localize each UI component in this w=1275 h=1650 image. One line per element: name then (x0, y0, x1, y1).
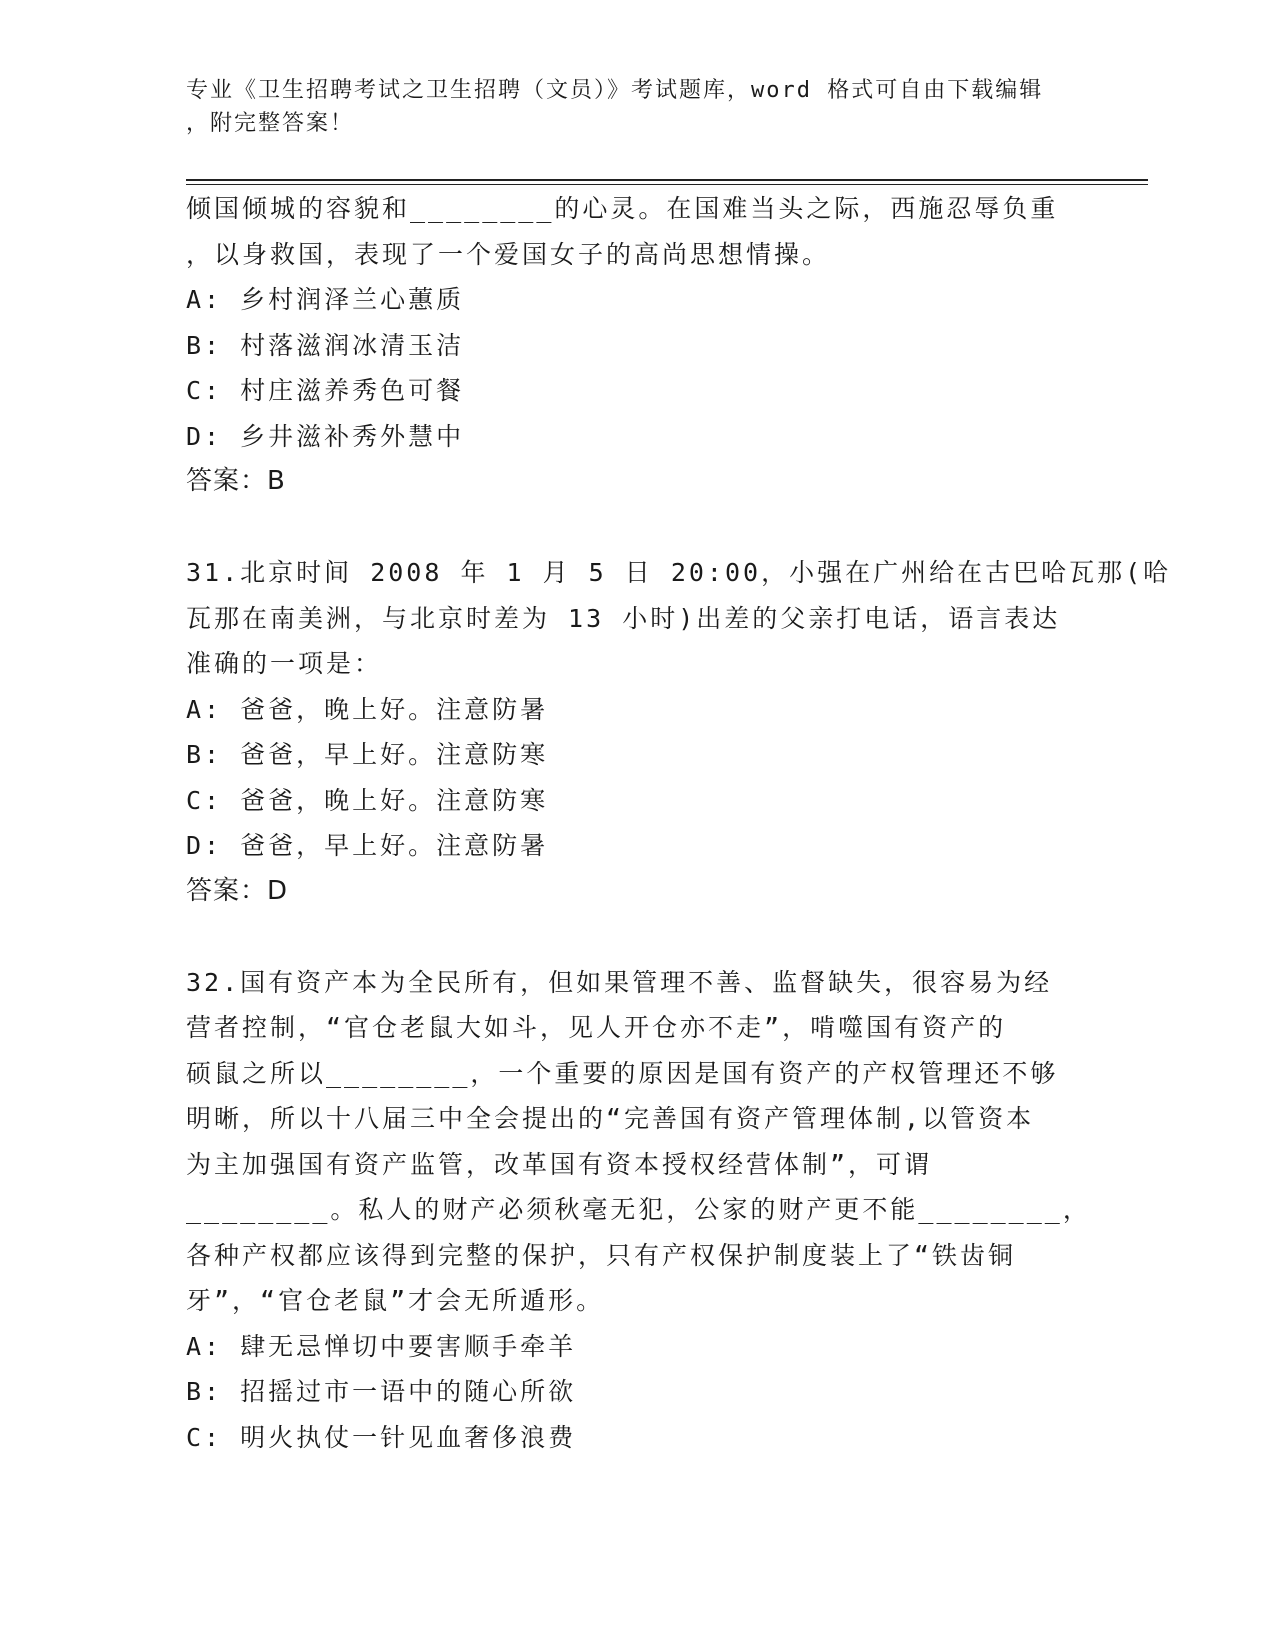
option-a: A: 乡村润泽兰心蕙质 (186, 285, 465, 314)
question-stem-line: 为主加强国有资产监管，改革国有资本授权经营体制”，可谓 (186, 1149, 933, 1179)
option-b: B: 村落滋润冰清玉洁 (186, 330, 465, 360)
question-stem-line: 32.国有资产本为全民所有，但如果管理不善、监督缺失，很容易为经 (186, 967, 1053, 997)
header-line-1: 专业《卫生招聘考试之卫生招聘（文员）》考试题库，word 格式可自由下载编辑 (186, 78, 1044, 103)
header-divider-thick (186, 179, 1148, 181)
answer-line: 答案：B (186, 466, 286, 496)
question-content (186, 186, 1172, 1460)
question-stem-line: 倾国倾城的容貌和________的心灵。在国难当头之际，西施忍辱负重 (186, 194, 1059, 223)
question-stem-line: 准确的一项是： (186, 649, 383, 678)
question-block-31 (186, 550, 1172, 914)
question-block (186, 186, 1086, 505)
header-line-2: ，附完整答案！ (186, 111, 355, 136)
question-stem-line: 硕鼠之所以________，一个重要的原因是国有资产的产权管理还不够 (186, 1058, 1059, 1088)
option-a: A: 爸爸，晚上好。注意防暑 (186, 694, 549, 724)
question-stem-line: 瓦那在南美洲，与北京时差为 13 小时)出差的父亲打电话，语言表达 (186, 603, 1061, 633)
question-stem-line: 营者控制，“官仓老鼠大如斗，见人开仓亦不走”，啃噬国有资产的 (186, 1013, 1007, 1042)
option-d: D: 乡井滋补秀外慧中 (186, 421, 465, 451)
question-stem-line: 各种产权都应该得到完整的保护，只有产权保护制度装上了“铁齿铜 (186, 1240, 1017, 1270)
option-c: C: 村庄滋养秀色可餐 (186, 376, 465, 405)
question-stem-line: 31.北京时间 2008 年 1 月 5 日 20:00，小强在广州给在古巴哈瓦那(哈 (186, 558, 1172, 587)
document-header (186, 74, 1066, 140)
header-divider-thin (186, 184, 1148, 185)
option-c: C: 爸爸，晚上好。注意防寒 (186, 785, 549, 815)
option-a: A: 肆无忌惮切中要害顺手牵羊 (186, 1331, 577, 1361)
spacer (186, 505, 1086, 551)
option-b: B: 爸爸，早上好。注意防寒 (186, 740, 549, 769)
question-stem-line: ，以身救国，表现了一个爱国女子的高尚思想情操。 (186, 239, 831, 269)
option-c: C: 明火执仗一针见血奢侈浪费 (186, 1422, 577, 1452)
question-block-32 (186, 960, 1091, 1461)
answer-line: 答案：D (186, 875, 289, 906)
option-b: B: 招摇过市一语中的随心所欲 (186, 1377, 577, 1406)
question-stem-line: 明晰，所以十八届三中全会提出的“完善国有资产管理体制,以管资本 (186, 1104, 1035, 1133)
question-stem-line: ________。私人的财产必须秋毫无犯，公家的财产更不能________， (186, 1195, 1091, 1224)
spacer (186, 914, 1086, 960)
question-stem-line: 牙”，“官仓老鼠”才会无所遁形。 (186, 1286, 605, 1315)
option-d: D: 爸爸，早上好。注意防暑 (186, 831, 549, 860)
